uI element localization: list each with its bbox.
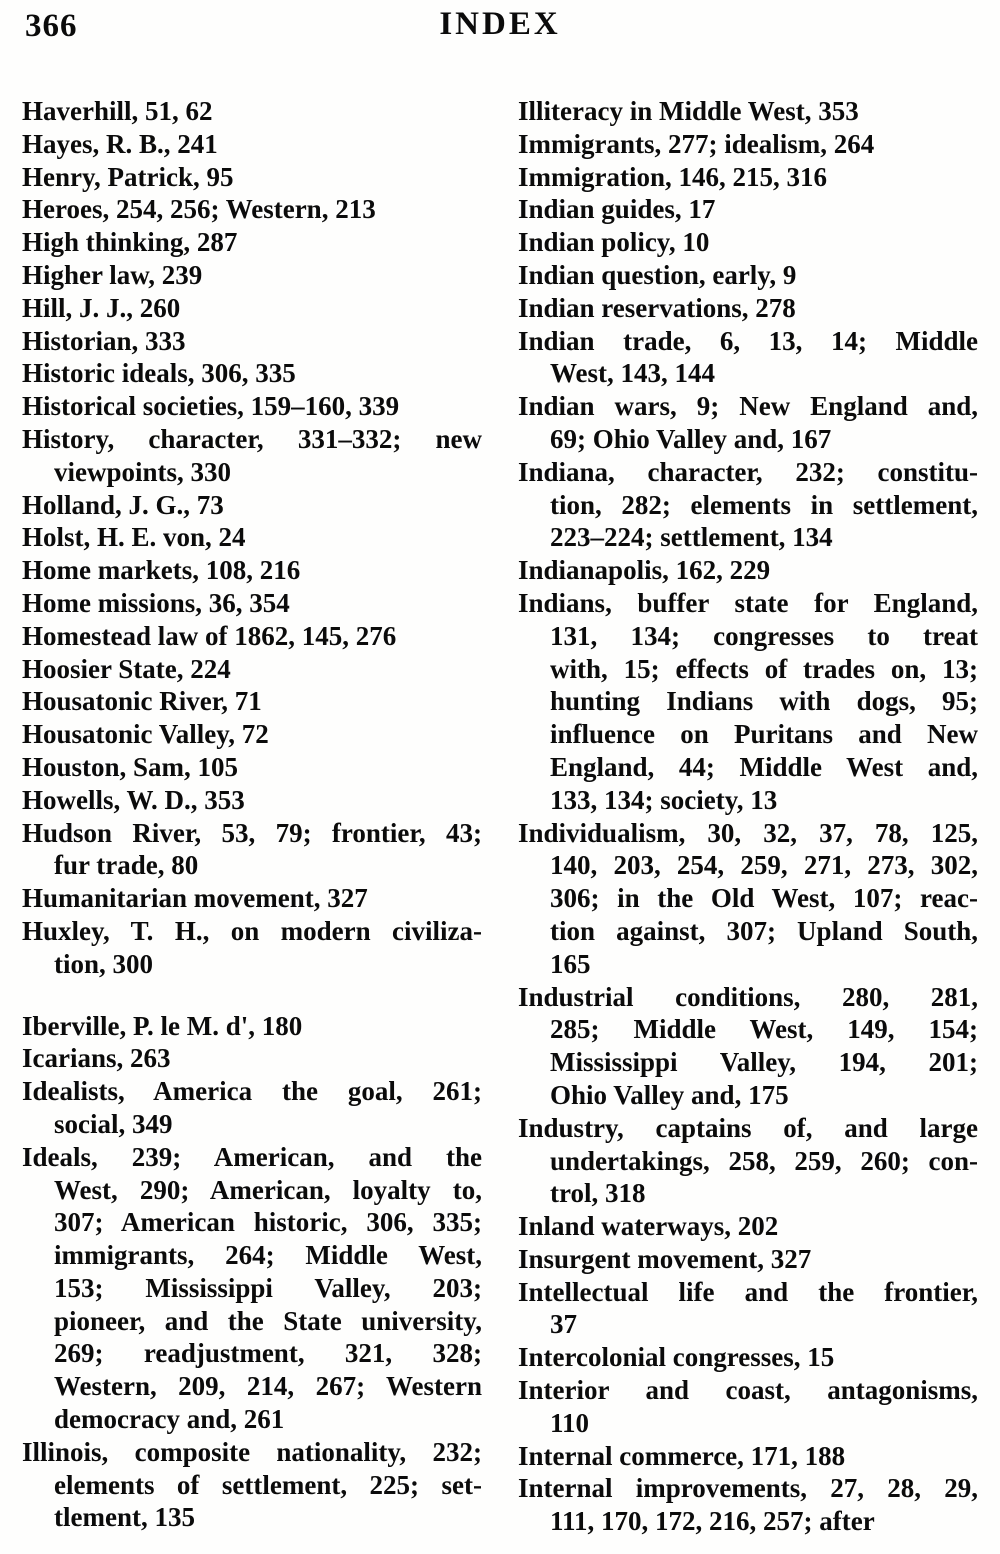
index-entry-term-line: Home missions, 36, 354	[22, 587, 290, 618]
index-entry	[22, 1010, 482, 1043]
index-entry-term-line: Illiteracy in Middle West, 353	[518, 96, 859, 126]
index-entry	[22, 587, 482, 620]
index-entry-continuation-line: 110	[550, 1407, 590, 1438]
index-entry	[22, 1042, 482, 1075]
index-entry	[22, 1141, 482, 1436]
index-entry	[22, 1436, 482, 1534]
index-entry	[22, 325, 482, 358]
index-entry	[518, 325, 978, 391]
index-entry-continuation-line: tlement, 135	[54, 1502, 195, 1533]
index-entry	[22, 685, 482, 718]
index-entry-term-line: Hayes, R. B., 241	[22, 128, 218, 159]
index-entry	[22, 784, 482, 817]
index-entry-continuation-line: 140, 203, 254, 259, 271, 273, 302,	[550, 850, 978, 881]
index-entry-continuation-line: tion, 300	[54, 948, 154, 979]
index-entry-term-line: Home markets, 108, 216	[22, 555, 301, 586]
index-entry-term-line: Holland, J. G., 73	[22, 489, 224, 520]
index-entry	[22, 226, 482, 259]
index-entry-term-line: Hoosier State, 224	[22, 653, 231, 684]
index-entry	[518, 1276, 978, 1342]
index-entry	[518, 259, 978, 292]
index-entry-continuation-line: influence on Puritans and New	[550, 719, 978, 750]
index-entry-term-line: Icarians, 263	[22, 1043, 171, 1074]
index-entry-term-line: Immigrants, 277; idealism, 264	[518, 128, 875, 159]
index-entry-continuation-line: hunting Indians with dogs, 95;	[550, 686, 978, 717]
index-entry-term-line: Individualism, 30, 32, 37, 78, 125,	[518, 817, 978, 848]
index-entry	[518, 1243, 978, 1276]
index-entry	[22, 521, 482, 554]
index-entry-continuation-line: 69; Ohio Valley and, 167	[550, 423, 832, 454]
index-entry-continuation-line: 131, 134; congresses to treat	[550, 620, 978, 651]
index-entry-term-line: Indian policy, 10	[518, 227, 710, 258]
index-entry	[22, 161, 482, 194]
index-entry-term-line: Indianapolis, 162, 229	[518, 555, 771, 586]
page-title: INDEX	[439, 6, 561, 42]
index-entry	[22, 718, 482, 751]
index-entry-continuation-line: fur trade, 80	[54, 850, 199, 881]
index-entry	[22, 554, 482, 587]
index-entry	[518, 390, 978, 456]
index-columns	[22, 95, 978, 1538]
index-entry-continuation-line: 223–224; settlement, 134	[550, 522, 833, 553]
index-entry-continuation-line: 307; American historic, 306, 335;	[54, 1207, 482, 1238]
index-entry	[22, 1075, 482, 1141]
index-entry-continuation-line: pioneer, and the State university,	[54, 1305, 482, 1336]
index-entry	[22, 95, 482, 128]
index-entry-continuation-line: Western, 209, 214, 267; Western	[54, 1371, 482, 1402]
index-entry-term-line: Indian reservations, 278	[518, 292, 796, 323]
index-entry-term-line: Howells, W. D., 353	[22, 784, 245, 815]
index-entry-continuation-line: 285; Middle West, 149, 154;	[550, 1014, 978, 1045]
index-entry	[22, 390, 482, 423]
index-entry-term-line: Intercolonial congresses, 15	[518, 1342, 835, 1373]
index-entry-continuation-line: 133, 134; society, 13	[550, 784, 778, 815]
index-entry-term-line: Hill, J. J., 260	[22, 292, 181, 323]
index-entry-continuation-line: 165	[550, 948, 591, 979]
index-entry-continuation-line: 111, 170, 172, 216, 257; after	[550, 1506, 875, 1537]
index-column-right	[518, 95, 978, 1538]
index-entry-term-line: Immigration, 146, 215, 316	[518, 161, 827, 192]
index-entry	[518, 817, 978, 981]
index-entry-term-line: Heroes, 254, 256; Western, 213	[22, 194, 376, 225]
index-entry-continuation-line: social, 349	[54, 1108, 173, 1139]
index-entry	[518, 1210, 978, 1243]
index-entry	[22, 489, 482, 522]
index-entry-term-line: Ideals, 239; American, and the	[22, 1141, 482, 1172]
index-entry	[518, 456, 978, 554]
index-entry-term-line: High thinking, 287	[22, 227, 238, 258]
index-entry-term-line: Holst, H. E. von, 24	[22, 522, 246, 553]
index-entry-continuation-line: democracy and, 261	[54, 1404, 285, 1435]
index-entry	[518, 587, 978, 817]
index-entry-term-line: Industry, captains of, and large	[518, 1112, 978, 1143]
index-entry	[22, 817, 482, 883]
index-entry	[518, 128, 978, 161]
index-entry-term-line: Industrial conditions, 280, 281,	[518, 981, 978, 1012]
index-entry	[22, 620, 482, 653]
index-entry-term-line: Homestead law of 1862, 145, 276	[22, 620, 397, 651]
index-entry-continuation-line: elements of settlement, 225; set-	[54, 1469, 482, 1500]
index-entry-term-line: History, character, 331–332; new	[22, 423, 482, 454]
index-entry	[518, 95, 978, 128]
index-entry-continuation-line: tion, 282; elements in settlement,	[550, 489, 978, 520]
index-entry-continuation-line: 153; Mississippi Valley, 203;	[54, 1272, 482, 1303]
index-entry-term-line: Huxley, T. H., on modern civiliza-	[22, 915, 482, 946]
index-entry-term-line: Higher law, 239	[22, 259, 203, 290]
index-entry-term-line: Illinois, composite nationality, 232;	[22, 1436, 482, 1467]
index-entry-term-line: Housatonic Valley, 72	[22, 719, 269, 750]
index-entry-term-line: Indian guides, 17	[518, 194, 716, 225]
index-entry	[518, 1374, 978, 1440]
index-entry-continuation-line: with, 15; effects of trades on, 13;	[550, 653, 978, 684]
index-entry-term-line: Humanitarian movement, 327	[22, 883, 368, 914]
index-entry	[22, 357, 482, 390]
index-entry-continuation-line: Ohio Valley and, 175	[550, 1079, 789, 1110]
index-entry-continuation-line: West, 290; American, loyalty to,	[54, 1174, 482, 1205]
index-entry	[22, 915, 482, 981]
index-entry-continuation-line: tion against, 307; Upland South,	[550, 915, 978, 946]
index-entry-continuation-line: immigrants, 264; Middle West,	[54, 1240, 482, 1271]
index-entry-continuation-line: undertakings, 258, 259, 260; con-	[550, 1145, 978, 1176]
index-entry-continuation-line: Mississippi Valley, 194, 201;	[550, 1047, 978, 1078]
page-number: 366	[25, 8, 78, 44]
index-entry-term-line: Houston, Sam, 105	[22, 751, 239, 782]
index-entry	[518, 1472, 978, 1538]
index-entry-continuation-line: 306; in the Old West, 107; reac-	[550, 883, 978, 914]
index-entry-term-line: Indian question, early, 9	[518, 259, 797, 290]
index-entry	[518, 161, 978, 194]
index-column-left	[22, 95, 482, 1538]
index-entry	[518, 292, 978, 325]
index-entry-term-line: Interior and coast, antagonisms,	[518, 1375, 978, 1406]
index-entry-term-line: Iberville, P. le M. d', 180	[22, 1010, 303, 1041]
index-entry	[22, 882, 482, 915]
index-entry	[518, 193, 978, 226]
index-entry	[22, 259, 482, 292]
index-entry-term-line: Inland waterways, 202	[518, 1211, 779, 1242]
index-entry	[22, 128, 482, 161]
index-entry-term-line: Historian, 333	[22, 325, 186, 356]
index-entry	[518, 1112, 978, 1210]
index-entry	[518, 226, 978, 259]
index-entry-term-line: Indiana, character, 232; constitu-	[518, 456, 978, 487]
index-entry-term-line: Indian trade, 6, 13, 14; Middle	[518, 325, 978, 356]
index-entry-continuation-line: trol, 318	[550, 1178, 646, 1209]
index-entry-term-line: Housatonic River, 71	[22, 686, 262, 717]
index-entry-term-line: Indian wars, 9; New England and,	[518, 391, 978, 422]
index-entry-term-line: Historical societies, 159–160, 339	[22, 391, 400, 422]
index-entry-term-line: Hudson River, 53, 79; frontier, 43;	[22, 817, 482, 848]
index-entry-continuation-line: 37	[550, 1309, 577, 1340]
index-entry	[22, 292, 482, 325]
index-entry-term-line: Historic ideals, 306, 335	[22, 358, 296, 389]
index-entry-term-line: Idealists, America the goal, 261;	[22, 1076, 482, 1107]
index-entry-continuation-line: West, 143, 144	[550, 358, 715, 389]
index-entry-term-line: Indians, buffer state for England,	[518, 587, 978, 618]
index-entry-continuation-line: viewpoints, 330	[54, 456, 232, 487]
index-entry	[22, 193, 482, 226]
index-entry-term-line: Internal commerce, 171, 188	[518, 1440, 846, 1471]
index-entry	[518, 1341, 978, 1374]
index-entry-term-line: Henry, Patrick, 95	[22, 161, 234, 192]
index-entry	[22, 423, 482, 489]
index-entry	[518, 1440, 978, 1473]
index-entry	[518, 981, 978, 1112]
index-entry	[518, 554, 978, 587]
index-entry	[22, 751, 482, 784]
index-entry	[22, 653, 482, 686]
index-entry-term-line: Haverhill, 51, 62	[22, 96, 213, 126]
index-entry-continuation-line: England, 44; Middle West and,	[550, 751, 978, 782]
index-entry-continuation-line: 269; readjustment, 321, 328;	[54, 1338, 482, 1369]
index-entry-term-line: Intellectual life and the frontier,	[518, 1276, 978, 1307]
index-entry-term-line: Internal improvements, 27, 28, 29,	[518, 1473, 978, 1504]
index-entry-term-line: Insurgent movement, 327	[518, 1243, 812, 1274]
page-header	[0, 6, 1000, 50]
